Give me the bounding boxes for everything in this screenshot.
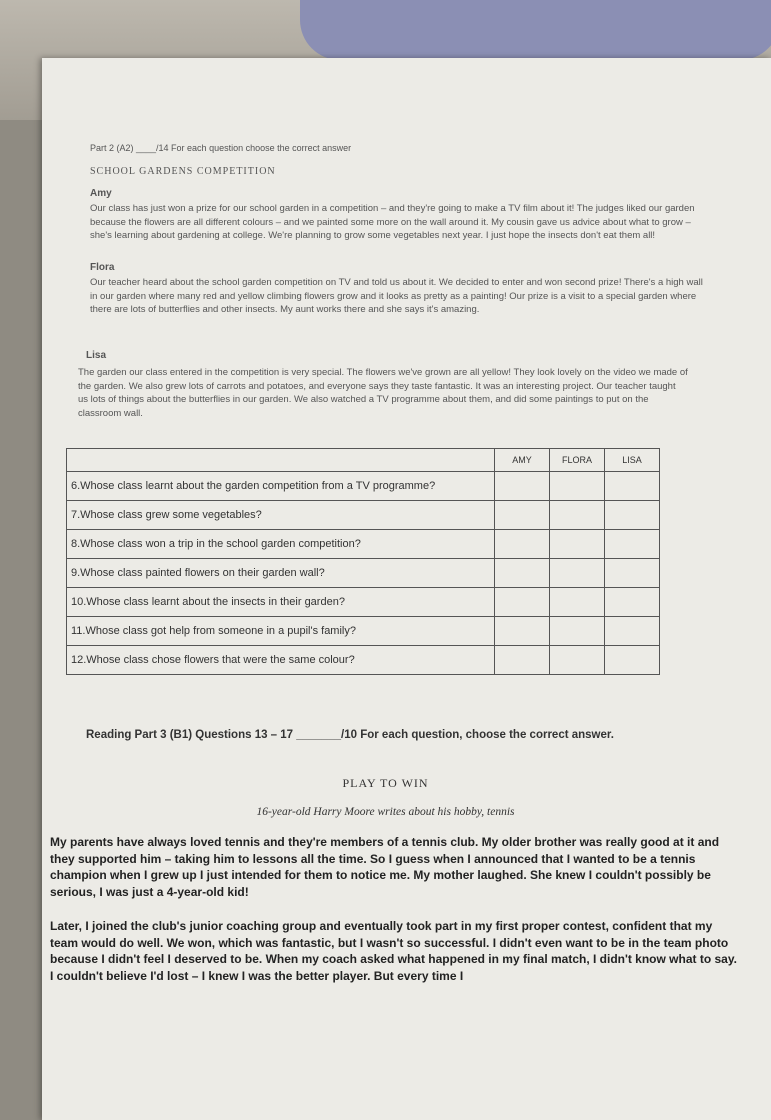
answer-cell[interactable] [605, 501, 660, 530]
question-6: 6.Whose class learnt about the garden competition from a TV programme? [67, 472, 495, 501]
part2-title: SCHOOL GARDENS COMPETITION [90, 166, 276, 177]
answer-table [66, 448, 660, 675]
table-row [67, 646, 660, 675]
answer-cell[interactable] [605, 617, 660, 646]
question-9: 9.Whose class painted flowers on their garden wall? [67, 559, 495, 588]
flora-name: Flora [90, 262, 115, 273]
answer-cell[interactable] [550, 559, 605, 588]
lisa-text: The garden our class entered in the competition is very special. The flowers we've grown are all yellow! They look lovely on the video we made of the garden. We also grew lots of carrots and potatoes, and everyone says they taste fantastic. It was an interesting project. Our teacher taught us lots of things about the butterflies in our garden. We also watched a TV programme about them, and did some paintings to put on the classroom wall. [78, 367, 688, 419]
header-amy: AMY [495, 449, 550, 472]
amy-text: Our class has just won a prize for our school garden in a competition – and they're going to make a TV film about it! The judges liked our garden because the flowers are all different colours – and we painted some more on the wall around it. My cousin gave us advice about what to grow – she's learning about gardening at college. We're planning to grow some vegetables next year. I just hope the insects don't eat them all! [90, 203, 695, 241]
answer-cell[interactable] [495, 646, 550, 675]
part3-title: PLAY TO WIN [342, 776, 429, 790]
question-11: 11.Whose class got help from someone in a pupil's family? [67, 617, 495, 646]
header-flora: FLORA [550, 449, 605, 472]
question-12: 12.Whose class chose flowers that were the same colour? [67, 646, 495, 675]
answer-cell[interactable] [550, 472, 605, 501]
answer-cell[interactable] [605, 646, 660, 675]
table-row [67, 472, 660, 501]
part3-subtitle: 16-year-old Harry Moore writes about his hobby, tennis [256, 806, 515, 818]
table-header-row [67, 449, 660, 472]
table-row [67, 588, 660, 617]
answer-cell[interactable] [495, 559, 550, 588]
answer-cell[interactable] [550, 501, 605, 530]
answer-cell[interactable] [605, 588, 660, 617]
answer-cell[interactable] [550, 588, 605, 617]
answer-cell[interactable] [495, 588, 550, 617]
answer-cell[interactable] [605, 559, 660, 588]
answer-cell[interactable] [605, 530, 660, 559]
answer-cell[interactable] [495, 501, 550, 530]
part2-header: Part 2 (A2) ____/14 For each question choose the correct answer [90, 143, 352, 153]
question-8: 8.Whose class won a trip in the school garden competition? [67, 530, 495, 559]
lisa-name: Lisa [86, 350, 107, 361]
answer-cell[interactable] [495, 472, 550, 501]
table-row [67, 530, 660, 559]
part3-paragraph-1: My parents have always loved tennis and they're members of a tennis club. My older brother was really good at it and they supported him – taking him to lessons all the time. So I guess when I announced that I wanted to be a tennis champion when I grew up I just intended for them to notice me. My mother laughed. She knew I couldn't possibly be serious, I was just a 4-year-old kid! [50, 835, 720, 899]
answer-cell[interactable] [550, 646, 605, 675]
table-row [67, 559, 660, 588]
answer-cell[interactable] [495, 617, 550, 646]
answer-cell[interactable] [605, 472, 660, 501]
amy-name: Amy [90, 188, 112, 199]
pillow [300, 0, 771, 60]
part3-paragraph-2: Later, I joined the club's junior coaching group and eventually took part in my first proper contest, confident that my team would do well. We won, which was fantastic, but I wasn't so successful. I didn't even want to be in the team photo because I didn't feel I deserved to be. When my coach asked what happened in my final match, I didn't know what to say. I couldn't believe I'd lost – I knew I was the better player. But every time I [50, 919, 737, 983]
part3-header: Reading Part 3 (B1) Questions 13 – 17 _______/10 For each question, choose the correct answer. [86, 729, 614, 741]
flora-text: Our teacher heard about the school garden competition on TV and told us about it. We decided to enter and won second prize! There's a high wall in our garden where many red and yellow climbing flowers grow and it looks as pretty as a painting! Our prize is a visit to a special garden where there are lots of butterflies and other insects. My aunt works there and she says it's amazing. [90, 277, 703, 315]
question-10: 10.Whose class learnt about the insects in their garden? [67, 588, 495, 617]
table-row [67, 501, 660, 530]
table-row [67, 617, 660, 646]
answer-cell[interactable] [495, 530, 550, 559]
answer-cell[interactable] [550, 617, 605, 646]
header-lisa: LISA [605, 449, 660, 472]
answer-cell[interactable] [550, 530, 605, 559]
question-7: 7.Whose class grew some vegetables? [67, 501, 495, 530]
header-blank [67, 449, 495, 472]
